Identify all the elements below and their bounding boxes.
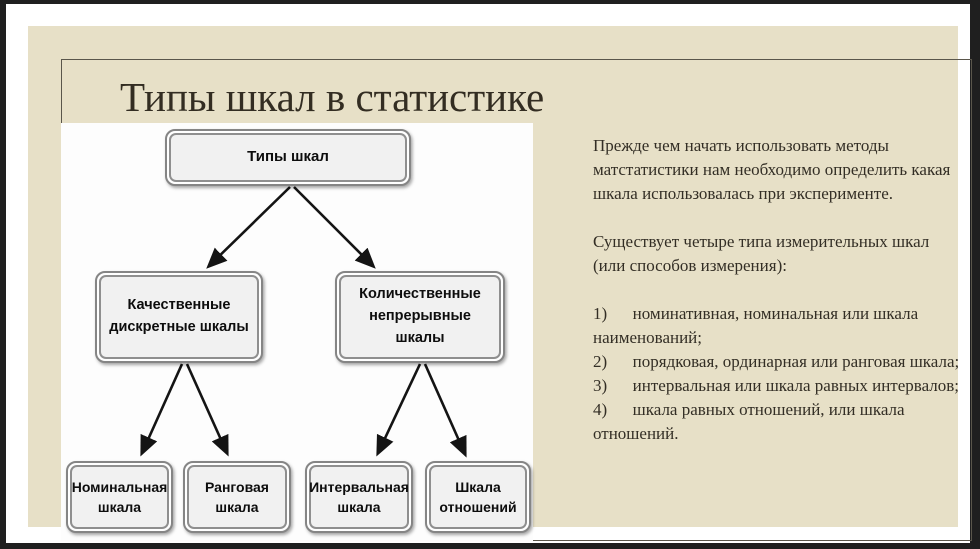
node-rank-label: Ранговая шкала (187, 465, 287, 529)
slide (28, 26, 958, 527)
body-text (593, 134, 965, 446)
node-interval-scale (305, 461, 413, 533)
node-root-label: Типы шкал (169, 133, 407, 182)
list-item-ratio: 4) шкала равных отношений, или шкала отношений. (593, 400, 909, 443)
node-ratio-label: Шкала отношений (429, 465, 527, 529)
arrow-quantitative-to-ratio (425, 364, 465, 454)
paper-background (6, 4, 970, 543)
list-item-ordinal: 2) порядковая, ординарная или ранговая шкала; (593, 352, 960, 371)
node-ratio-scale (425, 461, 531, 533)
node-rank-scale (183, 461, 291, 533)
slide-title: Типы шкал в статистике (120, 74, 545, 120)
paragraph-types: Существует четыре типа измерительных шкал (или способов измерения): (593, 232, 934, 275)
diagram-panel (61, 123, 533, 541)
arrow-qualitative-to-rank (187, 364, 227, 453)
arrow-quantitative-to-interval (378, 364, 420, 453)
paragraph-intro: Прежде чем начать использовать методы матстатистики нам необходимо определить какая шкала использовалась при эксперименте. (593, 136, 955, 203)
arrow-root-to-qualitative (209, 187, 290, 266)
node-root (165, 129, 411, 186)
list-item-interval: 3) интервальная или шкала равных интервалов; (593, 376, 960, 395)
node-qualitative-scales (95, 271, 263, 363)
arrow-root-to-quantitative (294, 187, 373, 266)
node-quantitative-scales (335, 271, 505, 363)
node-interval-label: Интервальная шкала (309, 465, 409, 529)
arrow-qualitative-to-nominal (142, 364, 182, 453)
list-item-nominal: 1) номинативная, номинальная или шкала наименований; (593, 304, 923, 347)
node-qualitative-label: Качественные дискретные шкалы (99, 275, 259, 359)
node-quantitative-label: Количественные непрерывные шкалы (339, 275, 501, 359)
node-nominal-label: Номинальная шкала (70, 465, 169, 529)
node-nominal-scale (66, 461, 173, 533)
